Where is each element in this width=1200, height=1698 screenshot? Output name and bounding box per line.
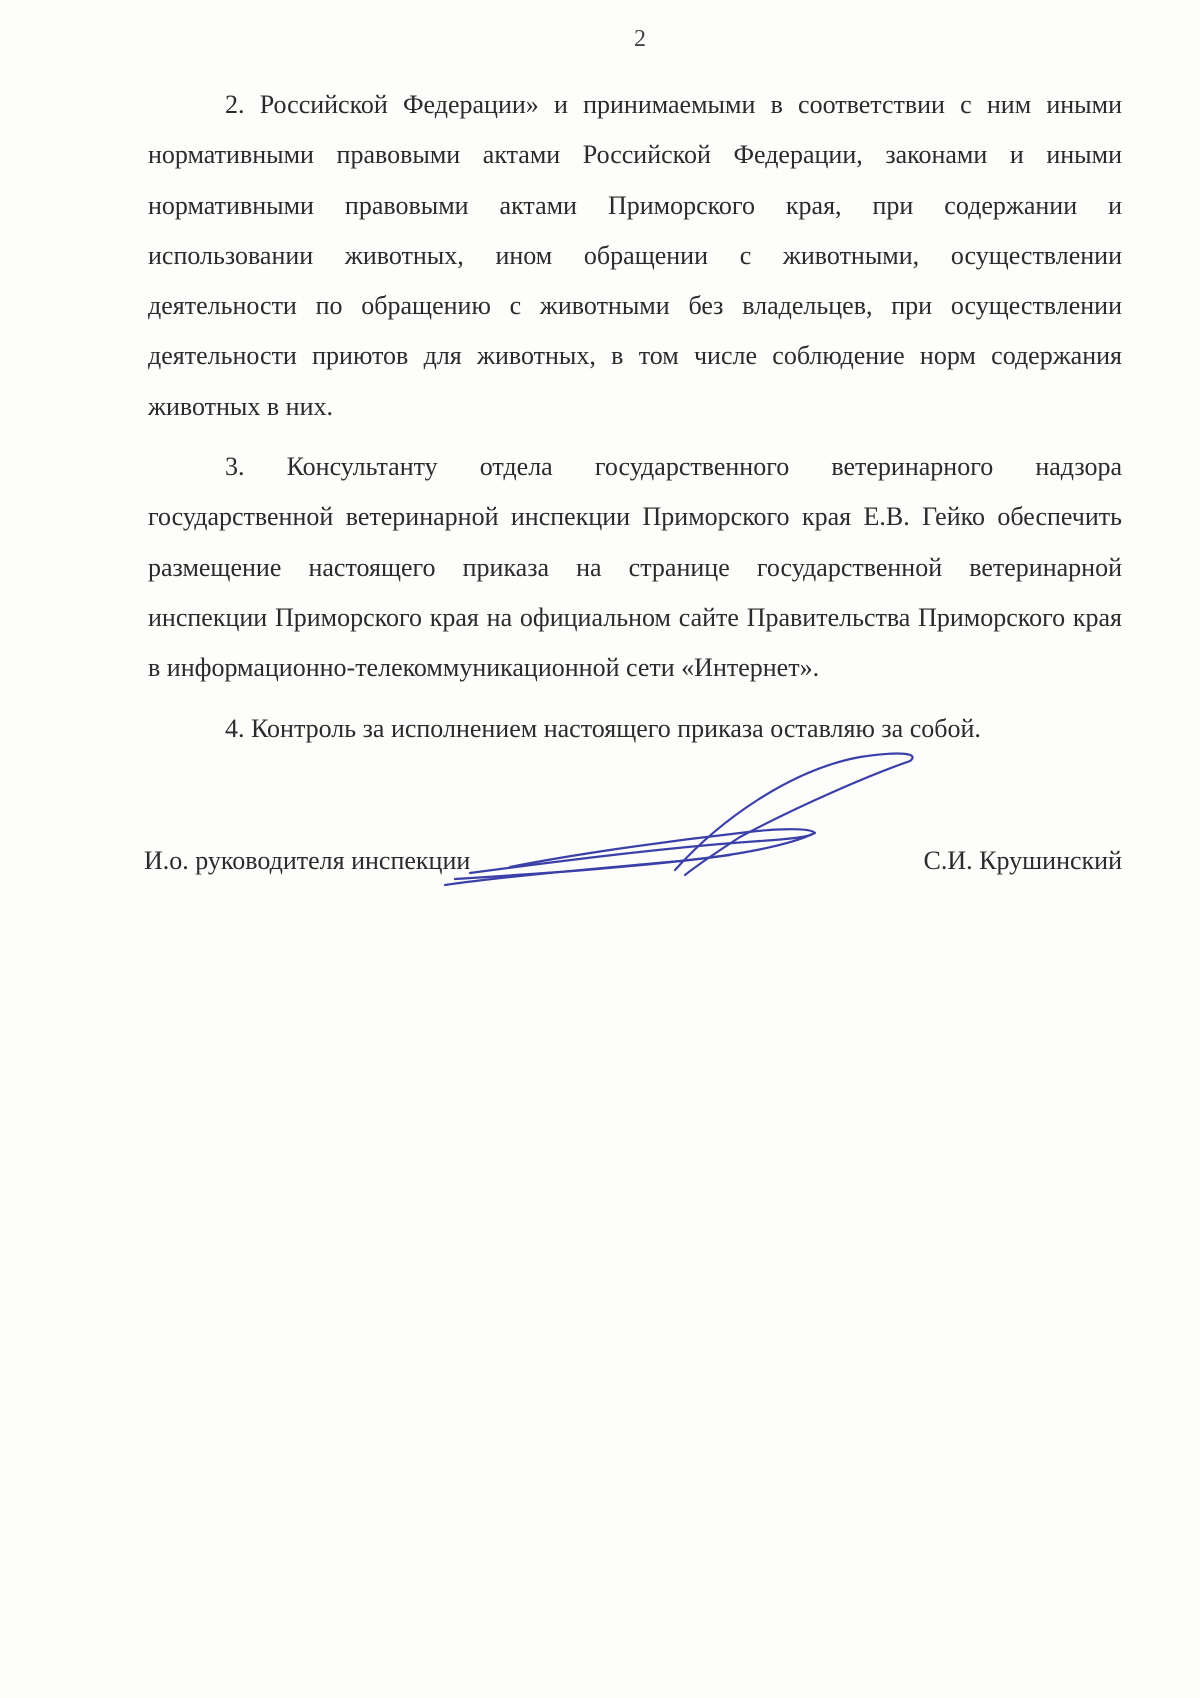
paragraph-2: 2. Российской Федерации» и принимаемыми в соответствии с ним иными нормативными правовыми актами Российской Федерации, законами и иными нормативными правовыми актами Приморского края, при содержании и использовании животных, ином обращении с животными, осуществлении деятельности по обращению с животными без владельцев, при осуществлении деятельности приютов для животных, в том числе соблюдение норм содержания животных в них. — [148, 90, 1122, 421]
signer-name: С.И. Крушинский — [923, 846, 1122, 875]
document-body — [148, 80, 1122, 754]
paragraph-3: 3. Консультанту отдела государственного ветеринарного надзора государственной ветеринарной инспекции Приморского края Е.В. Гейко обеспечить размещение настоящего приказа на странице государственной ветеринарной инспекции Приморского края на официальном сайте Правительства Приморского края в информационно-телекоммуникационной сети «Интернет». — [148, 452, 1122, 683]
handwritten-signature — [440, 745, 1000, 920]
signer-position: И.о. руководителя инспекции — [144, 846, 471, 875]
page-number: 2 — [634, 26, 646, 52]
signature-block — [144, 846, 1122, 886]
paragraph-4: 4. Контроль за исполнением настоящего приказа оставляю за собой. — [225, 713, 981, 743]
